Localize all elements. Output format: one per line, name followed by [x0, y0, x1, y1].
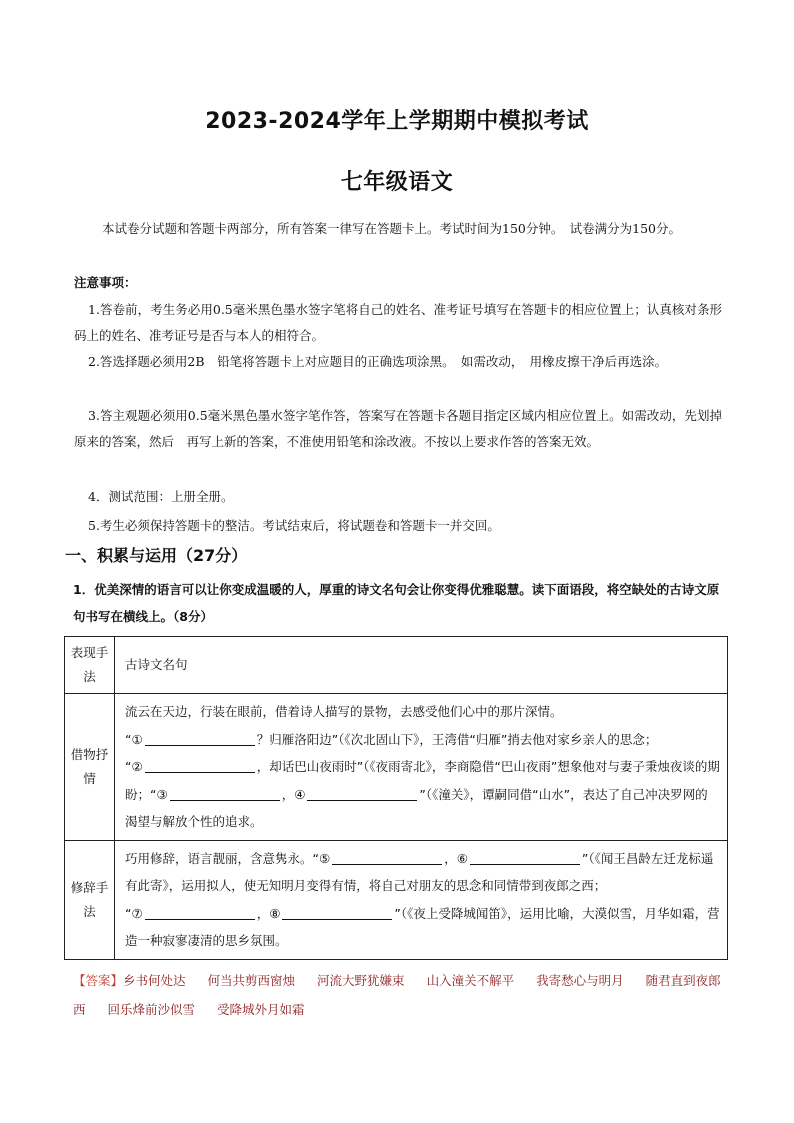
blank-6[interactable] [470, 850, 580, 865]
answer-item-1: 乡书何处达 [123, 973, 186, 988]
row1-text-b3: ，④ [281, 786, 306, 802]
poem-table [64, 636, 728, 960]
blank-3[interactable] [170, 786, 280, 801]
row1-text-b2: ，却话巴山夜雨时”（《夜雨寄北》，李商隐借“巴山夜雨”想象他对与妻子秉烛夜谈的期盼；“③ [125, 759, 720, 802]
notice-item-2: 2.答选择题必须用2B 铅笔将答题卡上对应题目的正确选项涂黑。 如需改动， 用橡皮擦干净后再选涂。 [88, 354, 668, 369]
answer-item-7: 回乐烽前沙似雪 [107, 1002, 196, 1017]
answer-item-2: 何当共剪西窗烛 [207, 973, 296, 988]
row-content-rhetoric [115, 840, 728, 959]
answer-item-8: 受降城外月如霜 [217, 1002, 305, 1017]
blank-8[interactable] [282, 905, 392, 920]
row-label-borrow: 借物抒情 [65, 694, 115, 841]
question-1-prompt: 1．优美深情的语言可以让你变成温暖的人，厚重的诗文名句会让你变得优雅聪慧。读下面语段，将空缺处的古诗文原句书写在横线上。（8分） [73, 582, 720, 624]
blank-2[interactable] [145, 758, 255, 773]
row2-text-d1: “⑦ [125, 905, 143, 921]
header-label-cell: 表现手法 [65, 637, 115, 694]
notice-item-1: 1.答卷前，考生务必用0.5毫米黑色墨水签字笔将自己的姓名、准考证号填写在答题卡的相应位置上；认真核对条形码上的姓名、准考证号是否与本人的相符合。 [74, 302, 722, 343]
header-content-cell: 古诗文名句 [115, 637, 728, 694]
exam-title: 2023-2024学年上学期期中模拟考试 [205, 109, 589, 134]
blank-1[interactable] [145, 731, 255, 746]
blank-7[interactable] [145, 905, 255, 920]
notice-item-4: 4．测试范围：上册全册。 [88, 489, 234, 504]
row1-lead-text: 流云在天边，行装在眼前，借着诗人描写的景物，去感受他们心中的那片深情。 [125, 704, 563, 719]
row-label-rhetoric: 修辞手法 [65, 840, 115, 959]
row1-text-a2: ？归雁洛阳边”（《次北固山下》，王湾借“归雁”捎去他对家乡亲人的思念； [256, 731, 658, 747]
answer-item-3: 河流大野犹嫌束 [317, 973, 405, 988]
section-heading: 一、积累与运用（27分） [65, 546, 248, 565]
row2-text-c3: ”（《闻王昌龄左迁龙标遥有此寄》，运用拟人，使无知明月变得有情，将自己对朋友的思念和同情带到夜郎之西； [125, 850, 714, 893]
answer-label: 【答案】 [73, 973, 124, 988]
exam-subtitle: 七年级语文 [340, 170, 454, 195]
row-content-borrow [115, 694, 728, 841]
notice-item-5: 5.考生必须保持答题卡的整洁。考试结束后，将试题卷和答题卡一并交回。 [88, 518, 500, 533]
row1-text-b1: “② [125, 759, 143, 774]
answer-block [73, 966, 733, 1024]
table-header-row [65, 637, 728, 694]
table-row-borrow [65, 694, 728, 841]
row2-text-c2: ，⑥ [444, 850, 468, 866]
row1-text-b4: ”（《潼关》，谭嗣同借“山水”，表达了自己冲决罗网的渴望与解放个性的追求。 [125, 786, 708, 829]
notice-item-3: 3.答主观题必须用0.5毫米黑色墨水签字笔作答，答案写在答题卡各题目指定区域内相应位置上。如需改动，先划掉原来的答案，然后 再写上新的答案，不准使用铅笔和涂改液。不按以上要求作答的答案无效。 [74, 408, 722, 449]
blank-5[interactable] [332, 850, 442, 865]
blank-4[interactable] [307, 786, 417, 801]
row2-text-d3: ”（《夜上受降城闻笛》，运用比喻，大漠似雪，月华如霜，营造一种寂寥凄清的思乡氛围。 [125, 905, 720, 948]
row1-text-a1: “① [125, 731, 143, 747]
answer-item-4: 山入潼关不解平 [426, 973, 515, 988]
row2-text-d2: ，⑧ [256, 905, 281, 921]
answer-item-6: 随君直到夜郎西 [73, 973, 721, 1017]
notice-heading: 注意事项： [74, 275, 137, 290]
table-row-rhetoric [65, 840, 728, 959]
answer-item-5: 我寄愁心与明月 [536, 973, 624, 988]
row2-text-c1: 巧用修辞，语言靓丽，含意隽永。“⑤ [125, 850, 331, 866]
intro-paragraph: 本试卷分试题和答题卡两部分，所有答案一律写在答题卡上。考试时间为150分钟。 试卷满分为150分。 [102, 221, 681, 236]
